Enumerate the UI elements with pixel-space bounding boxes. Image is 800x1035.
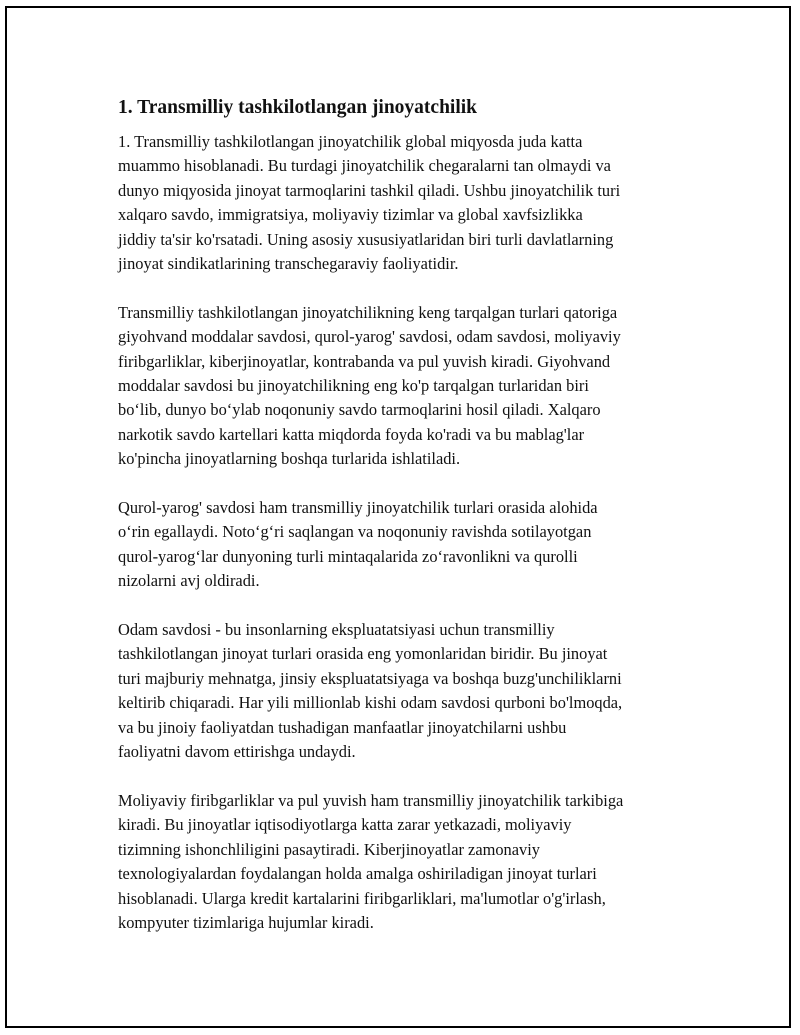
text-line: Moliyaviy firibgarliklar va pul yuvish ham transmilliy jinoyatchilik tarkibiga — [118, 790, 624, 810]
text-line: dunyo miqyosida jinoyat tarmoqlarini tashkil qiladi. Ushbu jinoyatchilik turi — [118, 180, 621, 200]
text-line: o‘rin egallaydi. Noto‘g‘ri saqlangan va noqonuniy ravishda sotilayotgan — [118, 522, 592, 542]
text-line: qurol-yarog‘lar dunyoning turli mintaqalarida zo‘ravonlikni va qurolli — [118, 546, 578, 566]
text-line: faoliyatni davom ettirishga undaydi. — [118, 742, 356, 762]
document-body — [118, 96, 698, 960]
text-line: keltirib chiqaradi. Har yili millionlab kishi odam savdosi qurboni bo'lmoqda, — [118, 693, 623, 713]
text-line: tizimning ishonchliligini pasaytiradi. Kiberjinoyatlar zamonaviy — [118, 839, 540, 859]
text-line: texnologiyalardan foydalangan holda amalga oshiriladigan jinoyat turlari — [118, 864, 597, 884]
document-page — [5, 6, 791, 1028]
text-line: Qurol-yarog' savdosi ham transmilliy jinoyatchilik turlari orasida alohida — [118, 498, 598, 518]
text-line: kiradi. Bu jinoyatlar iqtisodiyotlarga katta zarar yetkazadi, moliyaviy — [118, 815, 572, 835]
text-line: jiddiy ta'sir ko'rsatadi. Uning asosiy xususiyatlaridan biri turli davlatlarning — [118, 229, 614, 249]
text-line: hisoblanadi. Ularga kredit kartalarini firibgarliklari, ma'lumotlar o'g'irlash, — [118, 888, 606, 908]
text-line: narkotik savdo kartellari katta miqdorda foyda ko'radi va bu mablag'lar — [118, 424, 585, 444]
text-line: giyohvand moddalar savdosi, qurol-yarog' savdosi, odam savdosi, moliyaviy — [118, 327, 621, 347]
text-line: tashkilotlangan jinoyat turlari orasida eng yomonlaridan biridir. Bu jinoyat — [118, 644, 608, 664]
text-line: bo‘lib, dunyo bo‘ylab noqonuniy savdo tarmoqlarini hosil qiladi. Xalqaro — [118, 400, 601, 420]
text-line: ko'pincha jinoyatlarning boshqa turlarida ishlatiladi. — [118, 449, 461, 469]
text-line: xalqaro savdo, immigratsiya, moliyaviy tizimlar va global xavfsizlikka — [118, 205, 583, 225]
paragraph-2 — [118, 301, 698, 472]
text-line: turi majburiy mehnatga, jinsiy ekspluatatsiyaga va boshqa buzg'unchiliklarni — [118, 668, 622, 688]
text-line: firibgarliklar, kiberjinoyatlar, kontrabanda va pul yuvish kiradi. Giyohvand — [118, 351, 611, 371]
paragraph-4 — [118, 618, 698, 764]
text-line: kompyuter tizimlariga hujumlar kiradi. — [118, 912, 374, 932]
text-line: jinoyat sindikatlarining transchegaraviy faoliyatidir. — [118, 254, 459, 274]
text-line: va bu jinoiy faoliyatdan tushadigan manfaatlar jinoyatchilarni ushbu — [118, 717, 567, 737]
text-line: moddalar savdosi bu jinoyatchilikning eng ko'p tarqalgan turlaridan biri — [118, 376, 589, 396]
text-line: 1. Transmilliy tashkilotlangan jinoyatchilik global miqyosda juda katta — [118, 132, 583, 151]
paragraph-1 — [118, 130, 698, 276]
text-line: Odam savdosi - bu insonlarning ekspluatatsiyasi uchun transmilliy — [118, 620, 555, 640]
text-line: muammo hisoblanadi. Bu turdagi jinoyatchilik chegaralarni tan olmaydi va — [118, 156, 611, 176]
paragraph-3 — [118, 496, 698, 594]
text-line: nizolarni avj oldiradi. — [118, 571, 260, 591]
text-line: Transmilliy tashkilotlangan jinoyatchilikning keng tarqalgan turlari qatoriga — [118, 302, 618, 322]
paragraph-5 — [118, 789, 698, 935]
section-heading: 1. Transmilliy tashkilotlangan jinoyatchilik — [118, 97, 478, 118]
